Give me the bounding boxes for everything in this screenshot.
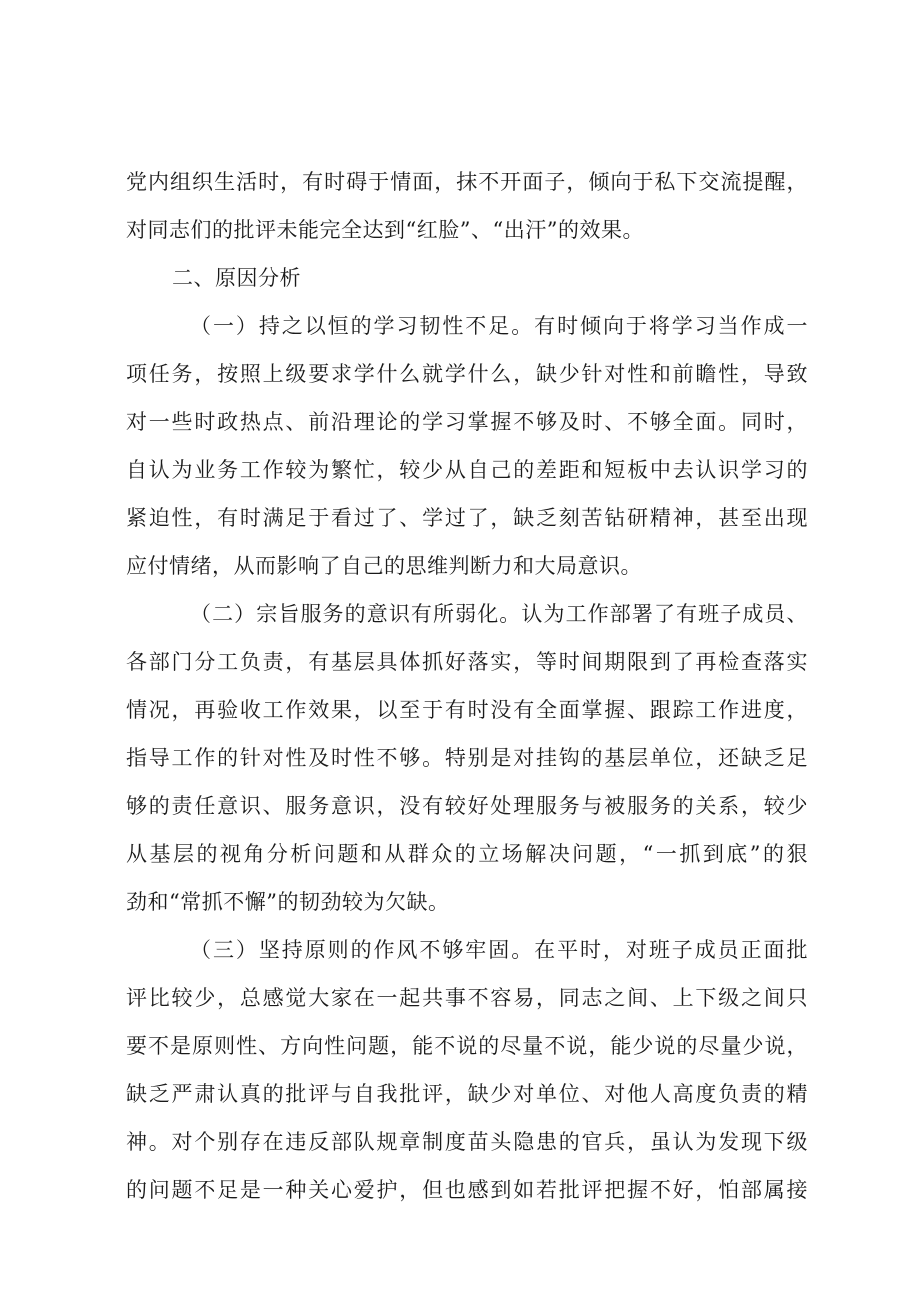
section-heading bbox=[126, 254, 808, 302]
text-line: 要不是原则性、方向性问题，能不说的尽量不说，能少说的尽量少说， bbox=[126, 1034, 808, 1058]
text-line: 紧迫性，有时满足于看过了、学过了，缺乏刻苦钻研精神，甚至出现 bbox=[126, 506, 808, 530]
heading-text: 二、原因分析 bbox=[172, 266, 301, 290]
text-line: 神。对个别存在违反部队规章制度苗头隐患的官兵，虽认为发现下级 bbox=[126, 1130, 808, 1154]
paragraph-three bbox=[126, 926, 808, 1214]
paragraph-two bbox=[126, 590, 808, 926]
text-line: 自认为业务工作较为繁忙，较少从自己的差距和短板中去认识学习的 bbox=[126, 458, 808, 482]
paragraph-continuation bbox=[126, 158, 808, 254]
text-line: 的问题不足是一种关心爱护，但也感到如若批评把握不好，怕部属接 bbox=[126, 1178, 808, 1202]
text-line: 缺乏严肃认真的批评与自我批评，缺少对单位、对他人高度负责的精 bbox=[126, 1082, 808, 1106]
text-line: （一）持之以恒的学习韧性不足。有时倾向于将学习当作成一 bbox=[190, 314, 808, 338]
text-line: 应付情绪，从而影响了自己的思维判断力和大局意识。 bbox=[126, 554, 642, 578]
text-line: 够的责任意识、服务意识，没有较好处理服务与被服务的关系，较少 bbox=[126, 794, 808, 818]
text-line: 劲和“常抓不懈”的韧劲较为欠缺。 bbox=[126, 890, 450, 914]
text-line: 对同志们的批评未能完全达到“红脸”、“出汗”的效果。 bbox=[126, 218, 644, 242]
paragraph-one bbox=[126, 302, 808, 590]
text-line: 项任务，按照上级要求学什么就学什么，缺少针对性和前瞻性，导致 bbox=[126, 362, 808, 386]
text-line: 党内组织生活时，有时碍于情面，抹不开面子，倾向于私下交流提醒， bbox=[126, 170, 808, 194]
text-line: （三）坚持原则的作风不够牢固。在平时，对班子成员正面批 bbox=[190, 938, 808, 962]
document-body bbox=[126, 158, 808, 1214]
text-line: 各部门分工负责，有基层具体抓好落实，等时间期限到了再检查落实 bbox=[126, 650, 808, 674]
text-line: （二）宗旨服务的意识有所弱化。认为工作部署了有班子成员、 bbox=[190, 602, 808, 626]
text-line: 情况，再验收工作效果，以至于有时没有全面掌握、跟踪工作进度， bbox=[126, 698, 808, 722]
text-line: 从基层的视角分析问题和从群众的立场解决问题，“一抓到底”的狠 bbox=[126, 842, 808, 866]
text-line: 指导工作的针对性及时性不够。特别是对挂钩的基层单位，还缺乏足 bbox=[126, 746, 808, 770]
text-line: 对一些时政热点、前沿理论的学习掌握不够及时、不够全面。同时， bbox=[126, 410, 808, 434]
text-line: 评比较少，总感觉大家在一起共事不容易，同志之间、上下级之间只 bbox=[126, 986, 808, 1010]
